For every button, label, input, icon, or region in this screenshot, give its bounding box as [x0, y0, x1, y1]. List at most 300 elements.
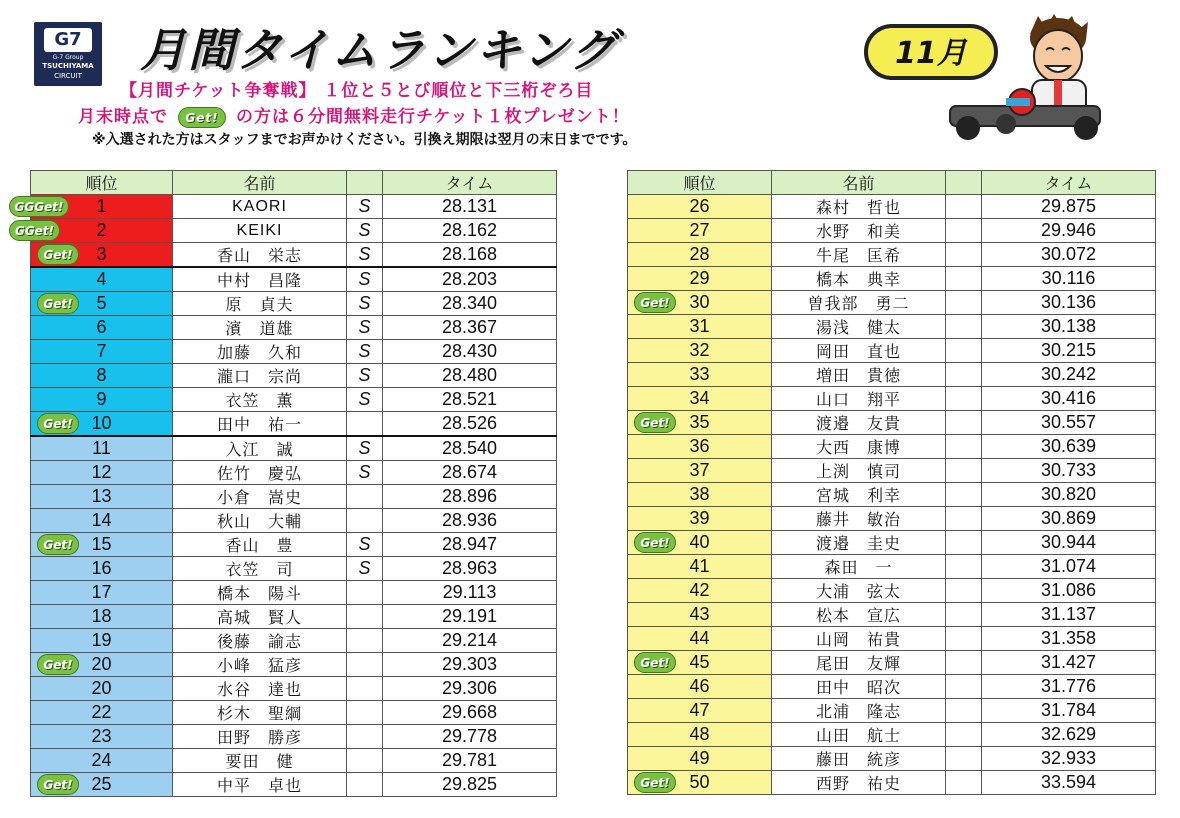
s-class-mark [946, 411, 982, 435]
rank-value: 18 [91, 606, 112, 626]
lap-time: 28.521 [383, 388, 557, 412]
lap-time: 31.776 [982, 675, 1156, 699]
rank-cell [628, 699, 772, 723]
table-row [628, 195, 1156, 219]
col-header-name: 名前 [772, 171, 946, 195]
rank-cell [628, 531, 772, 555]
s-class-mark [946, 243, 982, 267]
s-class-mark: S [347, 461, 383, 485]
table-row [628, 387, 1156, 411]
lap-time: 31.427 [982, 651, 1156, 675]
rank-cell [628, 291, 772, 315]
table-row [31, 412, 557, 437]
s-class-mark: S [347, 364, 383, 388]
driver-name: 田中 祐一 [173, 412, 347, 437]
rank-cell [31, 412, 173, 437]
rank-cell [31, 701, 173, 725]
table-row [31, 629, 557, 653]
rank-cell [628, 771, 772, 795]
lap-time: 31.137 [982, 603, 1156, 627]
rank-cell [31, 773, 173, 797]
driver-name: 牛尾 匡希 [772, 243, 946, 267]
lap-time: 29.825 [383, 773, 557, 797]
driver-name: 上渕 慎司 [772, 459, 946, 483]
s-class-mark [946, 483, 982, 507]
lap-time: 28.340 [383, 292, 557, 316]
table-row [31, 195, 557, 219]
rank-value: 25 [91, 774, 112, 794]
lap-time: 31.358 [982, 627, 1156, 651]
s-class-mark: S [347, 557, 383, 581]
logo-brand-text: TSUCHIYAMA [42, 62, 94, 70]
table-row [31, 725, 557, 749]
rank-value: 4 [96, 269, 107, 289]
table-header-row [31, 171, 557, 195]
table-row [628, 243, 1156, 267]
table-row [628, 747, 1156, 771]
rank-cell [31, 581, 173, 605]
rank-cell [31, 653, 173, 677]
s-class-mark [946, 555, 982, 579]
table-row [628, 555, 1156, 579]
rank-value: 1 [96, 196, 107, 216]
lap-time: 30.242 [982, 363, 1156, 387]
s-class-mark [946, 195, 982, 219]
s-class-mark [347, 725, 383, 749]
get-badge: Get! [37, 774, 79, 795]
s-class-mark [946, 267, 982, 291]
table-row [31, 605, 557, 629]
table-row [628, 219, 1156, 243]
table-header-row [628, 171, 1156, 195]
driver-name: 山田 航士 [772, 723, 946, 747]
table-row [31, 653, 557, 677]
col-header-blank [946, 171, 982, 195]
lap-time: 28.480 [383, 364, 557, 388]
get-badge: Get! [634, 532, 676, 553]
lap-time: 28.896 [383, 485, 557, 509]
rank-cell [628, 315, 772, 339]
lap-time: 30.869 [982, 507, 1156, 531]
rank-value: 42 [689, 580, 710, 600]
s-class-mark: S [347, 388, 383, 412]
table-row [31, 749, 557, 773]
rank-value: 23 [91, 726, 112, 746]
lap-time: 30.072 [982, 243, 1156, 267]
get-badge: Get! [634, 412, 676, 433]
s-class-mark [946, 651, 982, 675]
rank-value: 40 [689, 532, 710, 552]
driver-name: 衣笠 薫 [173, 388, 347, 412]
rank-value: 7 [96, 341, 107, 361]
rank-cell [628, 195, 772, 219]
prize-line-pre: 月末時点で [78, 107, 168, 127]
s-class-mark [347, 749, 383, 773]
table-row [628, 771, 1156, 795]
rank-cell [628, 363, 772, 387]
table-row [31, 509, 557, 533]
rank-value: 32 [689, 340, 710, 360]
table-row [31, 485, 557, 509]
rank-value: 43 [689, 604, 710, 624]
s-class-mark [347, 485, 383, 509]
rank-value: 16 [91, 558, 112, 578]
lap-time: 28.203 [383, 267, 557, 292]
lap-time: 30.639 [982, 435, 1156, 459]
driver-name: 田中 昭次 [772, 675, 946, 699]
driver-name: 加藤 久和 [173, 340, 347, 364]
rank-cell [31, 436, 173, 461]
s-class-mark: S [347, 340, 383, 364]
get-badge: GGGet! [9, 196, 69, 217]
rank-value: 20 [91, 678, 112, 698]
logo-sub-text: CIRCUIT [54, 72, 82, 80]
rank-cell [31, 605, 173, 629]
rank-value: 19 [91, 630, 112, 650]
driver-name: KEIKI [173, 219, 347, 243]
lap-time: 30.116 [982, 267, 1156, 291]
lap-time: 28.963 [383, 557, 557, 581]
rank-cell [31, 243, 173, 268]
rank-cell [14, 219, 173, 243]
table-row [628, 627, 1156, 651]
driver-name: 山岡 祐貴 [772, 627, 946, 651]
rank-value: 30 [689, 292, 710, 312]
s-class-mark [946, 459, 982, 483]
rank-value: 50 [689, 772, 710, 792]
s-class-mark [946, 315, 982, 339]
table-row [628, 435, 1156, 459]
driver-name: 渡邉 圭史 [772, 531, 946, 555]
table-row [31, 581, 557, 605]
driver-name: 渡邉 友貴 [772, 411, 946, 435]
driver-name: 森村 哲也 [772, 195, 946, 219]
lap-time: 28.162 [383, 219, 557, 243]
rank-cell [31, 461, 173, 485]
s-class-mark: S [347, 436, 383, 461]
rank-value: 6 [96, 317, 107, 337]
rank-value: 11 [92, 438, 111, 458]
table-row [628, 291, 1156, 315]
rank-value: 28 [689, 244, 710, 264]
rank-cell [31, 629, 173, 653]
s-class-mark [946, 675, 982, 699]
get-badge: Get! [37, 534, 79, 555]
driver-name: 瀧口 宗尚 [173, 364, 347, 388]
rank-cell [628, 435, 772, 459]
lap-time: 29.875 [982, 195, 1156, 219]
lap-time: 29.113 [383, 581, 557, 605]
rank-value: 31 [689, 316, 710, 336]
get-badge: Get! [37, 654, 79, 675]
table-row [628, 675, 1156, 699]
table-row [31, 388, 557, 412]
table-row [31, 243, 557, 268]
rank-value: 17 [91, 582, 112, 602]
lap-time: 30.557 [982, 411, 1156, 435]
rank-value: 22 [91, 702, 112, 722]
s-class-mark [347, 581, 383, 605]
table-row [31, 533, 557, 557]
lap-time: 30.215 [982, 339, 1156, 363]
col-header-rank: 順位 [628, 171, 772, 195]
lap-time: 31.074 [982, 555, 1156, 579]
table-row [628, 507, 1156, 531]
s-class-mark [946, 339, 982, 363]
table-row [628, 363, 1156, 387]
table-row [31, 219, 557, 243]
rank-value: 24 [91, 750, 112, 770]
driver-name: 北浦 隆志 [772, 699, 946, 723]
s-class-mark [946, 771, 982, 795]
lap-time: 33.594 [982, 771, 1156, 795]
s-class-mark [946, 507, 982, 531]
s-class-mark [347, 605, 383, 629]
lap-time: 29.214 [383, 629, 557, 653]
rank-value: 46 [689, 676, 710, 696]
table-row [31, 436, 557, 461]
table-row [31, 267, 557, 292]
s-class-mark [946, 723, 982, 747]
get-badge: Get! [634, 292, 676, 313]
driver-name: 西野 祐史 [772, 771, 946, 795]
rank-value: 3 [96, 244, 107, 264]
table-row [628, 315, 1156, 339]
table-row [628, 339, 1156, 363]
s-class-mark: S [347, 267, 383, 292]
table-row [31, 316, 557, 340]
driver-name: 原 貞夫 [173, 292, 347, 316]
driver-name: 香山 栄志 [173, 243, 347, 268]
rank-value: 27 [689, 220, 710, 240]
s-class-mark [946, 747, 982, 771]
rank-cell [628, 411, 772, 435]
rank-value: 13 [91, 486, 112, 506]
table-row [31, 557, 557, 581]
rank-cell [31, 388, 173, 412]
lap-time: 30.733 [982, 459, 1156, 483]
lap-time: 29.946 [982, 219, 1156, 243]
driver-name: 大西 康博 [772, 435, 946, 459]
driver-name: KAORI [173, 195, 347, 219]
rank-value: 9 [96, 389, 107, 409]
s-class-mark: S [347, 316, 383, 340]
driver-name: 岡田 直也 [772, 339, 946, 363]
rank-cell [628, 507, 772, 531]
rank-value: 41 [689, 556, 710, 576]
get-badge: Get! [634, 652, 676, 673]
lap-time: 29.781 [383, 749, 557, 773]
lap-time: 30.136 [982, 291, 1156, 315]
rank-value: 38 [689, 484, 710, 504]
driver-name: 濱 道雄 [173, 316, 347, 340]
driver-name: 衣笠 司 [173, 557, 347, 581]
rank-value: 20 [91, 654, 112, 674]
rank-value: 15 [91, 534, 112, 554]
s-class-mark: S [347, 195, 383, 219]
table-row [31, 773, 557, 797]
rank-value: 12 [91, 462, 112, 482]
s-class-mark [347, 773, 383, 797]
table-row [31, 292, 557, 316]
get-badge: Get! [37, 293, 79, 314]
circuit-logo [34, 22, 102, 86]
s-class-mark [946, 291, 982, 315]
s-class-mark [946, 219, 982, 243]
lap-time: 31.086 [982, 579, 1156, 603]
page-title: 月間タイムランキング [140, 23, 618, 77]
lap-time: 32.629 [982, 723, 1156, 747]
lap-time: 28.367 [383, 316, 557, 340]
lap-time: 28.936 [383, 509, 557, 533]
driver-name: 中村 昌隆 [173, 267, 347, 292]
driver-name: 小峰 猛彦 [173, 653, 347, 677]
rank-value: 49 [689, 748, 710, 768]
rank-value: 2 [96, 220, 107, 240]
s-class-mark [347, 653, 383, 677]
driver-name: 田野 勝彦 [173, 725, 347, 749]
rank-cell [31, 725, 173, 749]
table-row [31, 364, 557, 388]
driver-name: 秋山 大輔 [173, 509, 347, 533]
rank-value: 39 [689, 508, 710, 528]
prize-line [78, 102, 630, 128]
lap-time: 32.933 [982, 747, 1156, 771]
lap-time: 28.674 [383, 461, 557, 485]
driver-name: 松本 宣広 [772, 603, 946, 627]
rank-value: 33 [689, 364, 710, 384]
lap-time: 28.168 [383, 243, 557, 268]
lap-time: 29.191 [383, 605, 557, 629]
s-class-mark [946, 531, 982, 555]
table-row [628, 651, 1156, 675]
driver-name: 香山 豊 [173, 533, 347, 557]
driver-name: 藤井 敏治 [772, 507, 946, 531]
driver-name: 小倉 嵩史 [173, 485, 347, 509]
table-row [31, 461, 557, 485]
rank-cell [31, 267, 173, 292]
ranking-table-left [14, 170, 557, 797]
rank-value: 37 [689, 460, 710, 480]
rank-cell [31, 509, 173, 533]
s-class-mark [946, 699, 982, 723]
rank-value: 5 [96, 293, 107, 313]
s-class-mark [946, 579, 982, 603]
rank-cell [14, 195, 173, 219]
driver-name: 後藤 諭志 [173, 629, 347, 653]
s-class-mark [347, 677, 383, 701]
col-header-rank: 順位 [31, 171, 173, 195]
driver-name: 水野 和美 [772, 219, 946, 243]
driver-name: 入江 誠 [173, 436, 347, 461]
table-row [31, 677, 557, 701]
table-row [628, 531, 1156, 555]
rank-cell [628, 651, 772, 675]
s-class-mark: S [347, 243, 383, 268]
driver-name: 曽我部 勇二 [772, 291, 946, 315]
rank-cell [628, 723, 772, 747]
rank-value: 45 [689, 652, 710, 672]
rank-cell [628, 747, 772, 771]
s-class-mark: S [347, 219, 383, 243]
get-badge: Get! [37, 413, 79, 434]
col-header-time: タイム [383, 171, 557, 195]
driver-name: 中平 卓也 [173, 773, 347, 797]
table-row [628, 723, 1156, 747]
rank-cell [628, 603, 772, 627]
rank-value: 29 [689, 268, 710, 288]
s-class-mark [946, 435, 982, 459]
rank-cell [628, 555, 772, 579]
rank-value: 36 [689, 436, 710, 456]
driver-name: 森田 一 [772, 555, 946, 579]
s-class-mark [347, 701, 383, 725]
get-badge: Get! [37, 244, 79, 265]
rank-cell [628, 267, 772, 291]
s-class-mark [946, 387, 982, 411]
lap-time: 28.430 [383, 340, 557, 364]
lap-time: 30.944 [982, 531, 1156, 555]
table-row [31, 340, 557, 364]
rank-value: 48 [689, 724, 710, 744]
rank-cell [31, 677, 173, 701]
driver-name: 藤田 統彦 [772, 747, 946, 771]
rank-cell [31, 292, 173, 316]
lap-time: 28.131 [383, 195, 557, 219]
driver-name: 尾田 友輝 [772, 651, 946, 675]
rank-cell [31, 533, 173, 557]
table-row [628, 699, 1156, 723]
col-header-time: タイム [982, 171, 1156, 195]
driver-name: 杉木 聖綱 [173, 701, 347, 725]
rank-cell [628, 675, 772, 699]
table-row [628, 267, 1156, 291]
rank-value: 10 [91, 413, 112, 433]
s-class-mark [946, 363, 982, 387]
col-header-name: 名前 [173, 171, 347, 195]
table-row [628, 411, 1156, 435]
s-class-mark [946, 603, 982, 627]
driver-name: 水谷 達也 [173, 677, 347, 701]
driver-name: 湯浅 健太 [772, 315, 946, 339]
lap-time: 29.303 [383, 653, 557, 677]
driver-name: 高城 賢人 [173, 605, 347, 629]
rank-value: 35 [689, 412, 710, 432]
rank-cell [628, 459, 772, 483]
prize-line-post: の方は６分間無料走行チケット１枚プレゼント！ [236, 107, 630, 127]
rank-cell [31, 485, 173, 509]
driver-name: 橋本 陽斗 [173, 581, 347, 605]
rank-value: 14 [91, 510, 112, 530]
driver-name: 宮城 利幸 [772, 483, 946, 507]
rank-value: 26 [689, 196, 710, 216]
s-class-mark [347, 412, 383, 437]
col-header-blank [347, 171, 383, 195]
table-row [628, 483, 1156, 507]
table-row [628, 579, 1156, 603]
lap-time: 28.947 [383, 533, 557, 557]
lap-time: 29.668 [383, 701, 557, 725]
rank-value: 44 [689, 628, 710, 648]
s-class-mark: S [347, 292, 383, 316]
month-badge: 11月 [864, 24, 998, 80]
lap-time: 30.820 [982, 483, 1156, 507]
lap-time: 28.526 [383, 412, 557, 437]
lap-time: 29.306 [383, 677, 557, 701]
logo-group-text: G-7 Group [52, 54, 84, 61]
s-class-mark [347, 629, 383, 653]
table-row [628, 459, 1156, 483]
